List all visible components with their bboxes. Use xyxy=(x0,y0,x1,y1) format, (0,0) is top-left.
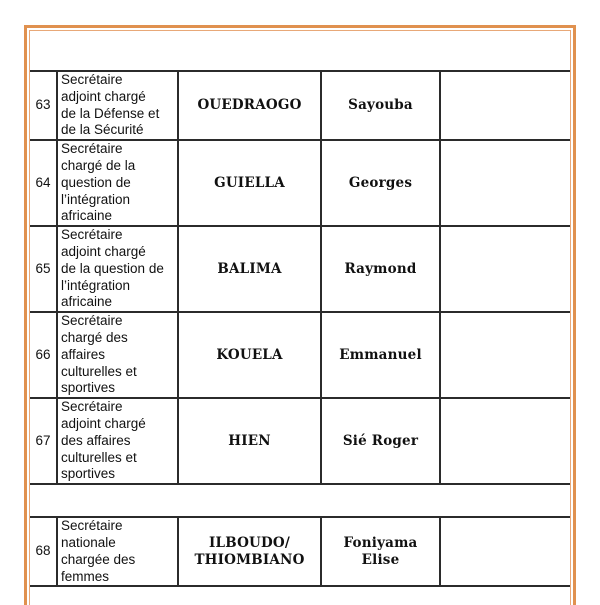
table-row xyxy=(30,140,570,226)
surname-cell: HIEN xyxy=(178,398,321,484)
role-line: Secrétaire xyxy=(61,141,123,157)
blank-spacer-cell xyxy=(30,484,570,517)
firstname-cell: Foniyama Elise xyxy=(321,517,440,586)
firstname-cell: Sayouba xyxy=(321,71,440,140)
role-cell xyxy=(57,140,178,226)
table-row xyxy=(30,226,570,312)
table-row xyxy=(30,71,570,140)
firstname-cell: Sié Roger xyxy=(321,398,440,484)
role-line: Secrétaire xyxy=(61,399,123,415)
role-line: l’intégration xyxy=(61,277,131,293)
role-line: adjoint chargé xyxy=(61,415,146,431)
role-cell xyxy=(57,71,178,140)
surname-cell: GUIELLA xyxy=(178,140,321,226)
row-number: 67 xyxy=(30,398,57,484)
table-row xyxy=(30,517,570,586)
empty-cell xyxy=(440,140,570,226)
role-line: de la Défense et xyxy=(61,105,160,121)
row-number: 65 xyxy=(30,226,57,312)
table-row xyxy=(30,312,570,398)
firstname-cell: Georges xyxy=(321,140,440,226)
role-line: chargé des xyxy=(61,329,128,345)
role-line: africaine xyxy=(61,294,113,310)
surname-cell: KOUELA xyxy=(178,312,321,398)
role-line: africaine xyxy=(61,208,113,224)
role-cell xyxy=(57,398,178,484)
surname-line: THIOMBIANO xyxy=(194,551,305,568)
table-spacer-row xyxy=(30,484,570,517)
surname-line: ILBOUDO/ xyxy=(209,534,290,551)
role-line: Secrétaire xyxy=(61,518,123,534)
role-line: l’intégration xyxy=(61,191,131,207)
role-line: de la Sécurité xyxy=(61,122,144,138)
row-number: 66 xyxy=(30,312,57,398)
role-line: femmes xyxy=(61,568,110,584)
role-line: culturelles et xyxy=(61,363,137,379)
surname-cell xyxy=(178,517,321,586)
role-line: adjoint chargé xyxy=(61,243,146,259)
row-number: 64 xyxy=(30,140,57,226)
empty-cell xyxy=(440,517,570,586)
role-line: sportives xyxy=(61,380,116,396)
row-number: 63 xyxy=(30,71,57,140)
empty-cell xyxy=(440,71,570,140)
role-line: adjoint chargé xyxy=(61,88,146,104)
role-line: Secrétaire xyxy=(61,313,123,329)
role-cell xyxy=(57,226,178,312)
firstname-cell: Emmanuel xyxy=(321,312,440,398)
role-line: Secrétaire xyxy=(61,72,123,87)
role-line: affaires xyxy=(61,346,106,362)
surname-cell: OUEDRAOGO xyxy=(178,71,321,140)
role-line: question de xyxy=(61,174,131,190)
role-line: de la question de xyxy=(61,260,164,276)
role-line: chargée des xyxy=(61,551,136,567)
firstname-cell: Raymond xyxy=(321,226,440,312)
row-number: 68 xyxy=(30,517,57,586)
role-line: chargé de la xyxy=(61,157,136,173)
surname-cell: BALIMA xyxy=(178,226,321,312)
role-line: des affaires xyxy=(61,432,131,448)
table-row xyxy=(30,398,570,484)
role-line: culturelles et xyxy=(61,449,137,465)
role-cell xyxy=(57,517,178,586)
table-header-blank-row xyxy=(30,31,570,71)
members-table xyxy=(30,31,570,587)
empty-cell xyxy=(440,398,570,484)
empty-cell xyxy=(440,312,570,398)
role-cell xyxy=(57,312,178,398)
empty-cell xyxy=(440,226,570,312)
role-line: nationale xyxy=(61,534,116,550)
role-line: sportives xyxy=(61,466,116,482)
role-line: Secrétaire xyxy=(61,227,123,243)
blank-header-cell xyxy=(30,31,570,71)
